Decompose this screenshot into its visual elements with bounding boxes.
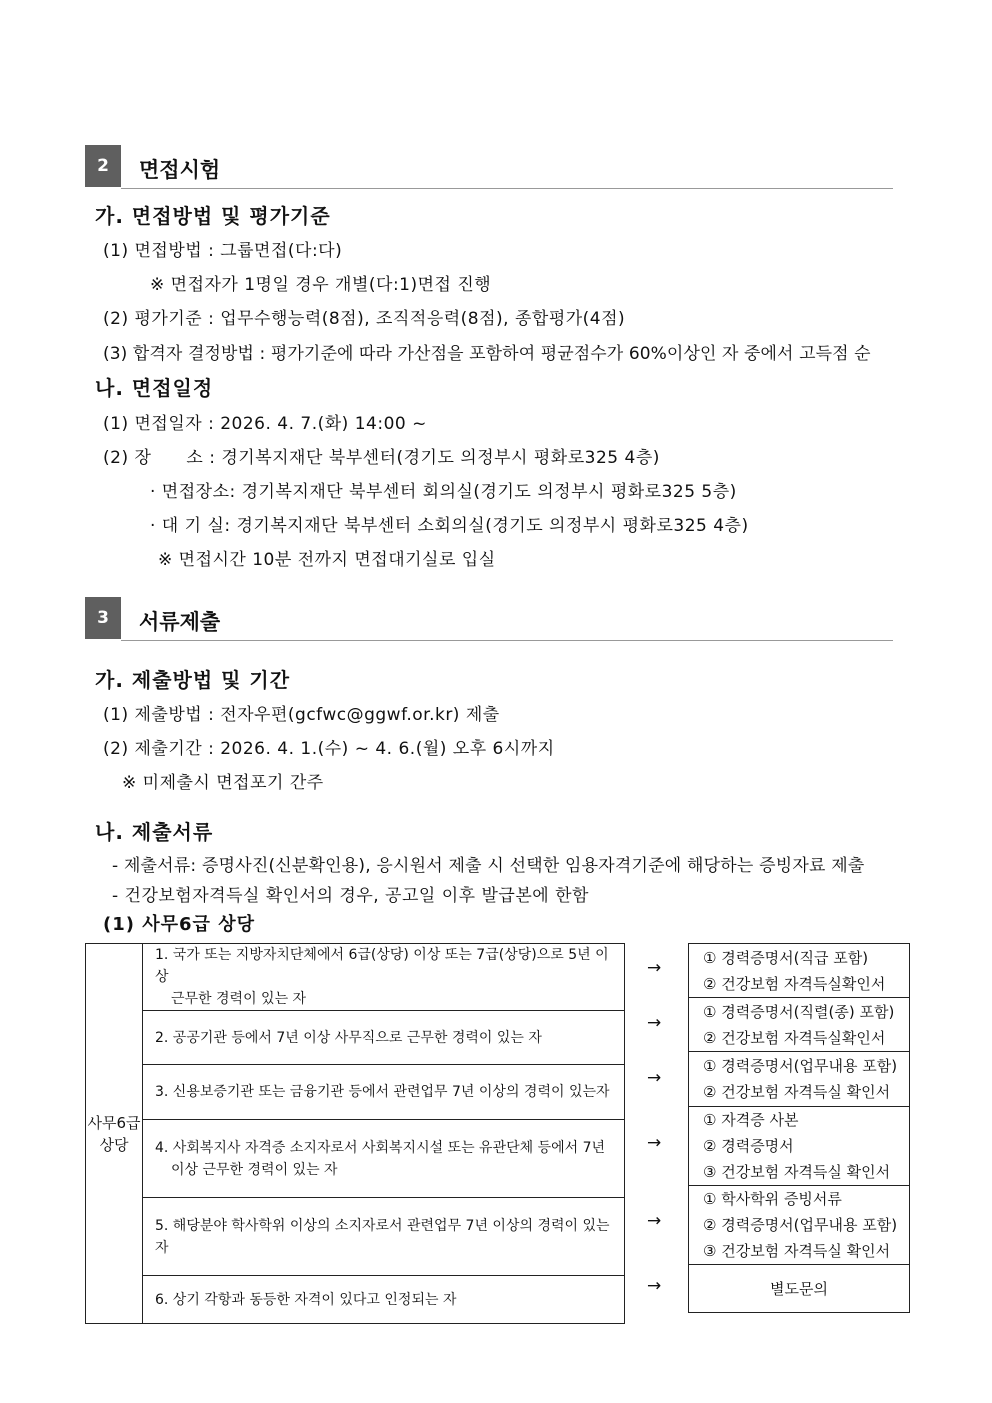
doc-item: ② 건강보험 자격득실 확인서	[703, 1083, 891, 1101]
arrow-icon: →	[647, 1276, 662, 1296]
section-2-number: 2	[85, 145, 121, 187]
arrow-icon: →	[647, 1133, 662, 1153]
category-label: 사무6급	[87, 1113, 141, 1132]
criteria-cell	[143, 1011, 625, 1065]
arrow-icon: →	[647, 1068, 662, 1088]
pass-decision-line: (3) 합격자 결정방법 : 평가기준에 따라 가산점을 포함하여 평균점수가 60%이상인 자 중에서 고득점 순	[103, 344, 871, 364]
doc-item: ② 건강보험 자격득실확인서	[703, 1028, 886, 1047]
criteria-text: 3. 신용보증기관 또는 금융기관 등에서 관련업무 7년 이상의 경력이 있는자	[155, 1084, 610, 1100]
docs-cell	[689, 1186, 910, 1265]
criteria-text: 근무한 경력이 있는 자	[171, 991, 307, 1007]
criteria-cell	[143, 1065, 625, 1120]
arrow-icon: →	[647, 1013, 662, 1033]
waiting-room-line: · 대 기 실: 경기복지재단 북부센터 소회의실(경기도 의정부시 평화로325 4층)	[150, 516, 749, 536]
interview-method-heading: 가. 면접방법 및 평가기준	[95, 204, 331, 228]
interview-room-line: · 면접장소: 경기복지재단 북부센터 회의실(경기도 의정부시 평화로325 5층)	[150, 482, 737, 502]
required-docs-table	[688, 943, 910, 1313]
submission-period-line: (2) 제출기간 : 2026. 4. 1.(수) ~ 4. 6.(월) 오후 6시까지	[103, 739, 555, 759]
doc-item: ② 경력증명서(업무내용 포함)	[703, 1216, 898, 1234]
doc-item: ① 자격증 사본	[703, 1111, 799, 1129]
section-3-divider	[121, 640, 893, 641]
table-row	[86, 1120, 625, 1198]
interview-method-line: (1) 면접방법 : 그룹면접(다:다)	[103, 241, 343, 261]
criteria-cell	[143, 944, 625, 1011]
table-row	[86, 1276, 625, 1324]
doc-item: ② 경력증명서	[703, 1137, 794, 1155]
criteria-text: 5. 해당분야 학사학위 이상의 소지자로서 관련업무 7년 이상의 경력이 있는 자	[155, 1217, 610, 1256]
table-row	[86, 1198, 625, 1276]
criteria-cell	[143, 1276, 625, 1324]
category-cell	[86, 944, 143, 1324]
table-row	[689, 1107, 910, 1186]
grade-6-subheading: (1) 사무6급 상당	[103, 914, 255, 935]
doc-item: ② 건강보험 자격득실확인서	[703, 974, 886, 993]
section-3-title: 서류제출	[139, 610, 221, 634]
table-row	[689, 998, 910, 1052]
criteria-text: 4. 사회복지사 자격증 소지자로서 사회복지시설 또는 유관단체 등에서 7년	[155, 1139, 606, 1156]
arrow-icon: →	[647, 1211, 662, 1231]
table-row	[689, 1265, 910, 1313]
interview-schedule-heading: 나. 면접일정	[95, 376, 214, 400]
doc-item: ① 학사학위 증빙서류	[703, 1190, 842, 1208]
doc-item: ③ 건강보험 자격득실 확인서	[703, 1242, 891, 1260]
docs-requirement-line: - 제출서류: 증명사진(신분확인용), 응시원서 제출 시 선택한 임용자격기준에 해당하는 증빙자료 제출	[112, 856, 865, 876]
section-2-divider	[121, 188, 893, 189]
table-row	[86, 1011, 625, 1065]
evaluation-criteria-line: (2) 평가기준 : 업무수행능력(8점), 조직적응력(8점), 종합평가(4점)	[103, 309, 626, 329]
submission-docs-heading: 나. 제출서류	[95, 820, 214, 844]
interview-place-line: (2) 장 소 : 경기복지재단 북부센터(경기도 의정부시 평화로325 4층)	[103, 448, 660, 468]
insurance-cert-note: - 건강보험자격득실 확인서의 경우, 공고일 이후 발급본에 한함	[112, 886, 589, 906]
category-label: 상당	[99, 1135, 129, 1154]
arrow-icon: →	[647, 958, 662, 978]
doc-item: ① 경력증명서(업무내용 포함)	[703, 1057, 898, 1075]
arrival-note: ※ 면접시간 10분 전까지 면접대기실로 입실	[158, 550, 496, 570]
table-row	[689, 944, 910, 998]
criteria-cell	[143, 1198, 625, 1276]
individual-interview-note: ※ 면접자가 1명일 경우 개별(다:1)면접 진행	[150, 275, 492, 295]
docs-cell	[689, 1052, 910, 1107]
section-3-number: 3	[85, 597, 121, 639]
docs-cell	[689, 944, 910, 998]
table-row	[689, 1186, 910, 1265]
criteria-text: 1. 국가 또는 지방자치단체에서 6급(상당) 이상 또는 7급(상당)으로 5년 이상	[155, 947, 609, 985]
doc-item: ① 경력증명서(직렬(종) 포함)	[703, 1002, 895, 1021]
table-row	[86, 1065, 625, 1120]
criteria-text: 6. 상기 각항과 동등한 자격이 있다고 인정되는 자	[155, 1291, 457, 1308]
docs-cell	[689, 1107, 910, 1186]
criteria-text: 2. 공공기관 등에서 7년 이상 사무직으로 근무한 경력이 있는 자	[155, 1029, 542, 1046]
docs-cell	[689, 1265, 910, 1313]
submission-method-line: (1) 제출방법 : 전자우편(gcfwc@ggwf.or.kr) 제출	[103, 705, 500, 725]
non-submission-note: ※ 미제출시 면접포기 간주	[122, 773, 324, 793]
table-row	[689, 1052, 910, 1107]
table-row	[86, 944, 625, 1011]
doc-item: ① 경력증명서(직급 포함)	[703, 948, 869, 967]
doc-item: ③ 건강보험 자격득실 확인서	[703, 1163, 891, 1181]
criteria-table	[85, 943, 625, 1324]
interview-date-line: (1) 면접일자 : 2026. 4. 7.(화) 14:00 ~	[103, 414, 427, 434]
submission-method-heading: 가. 제출방법 및 기간	[95, 668, 291, 692]
criteria-text: 이상 근무한 경력이 있는 자	[171, 1161, 338, 1178]
docs-cell	[689, 998, 910, 1052]
section-2-title: 면접시험	[139, 158, 221, 182]
criteria-cell	[143, 1120, 625, 1198]
doc-item: 별도문의	[770, 1279, 828, 1298]
